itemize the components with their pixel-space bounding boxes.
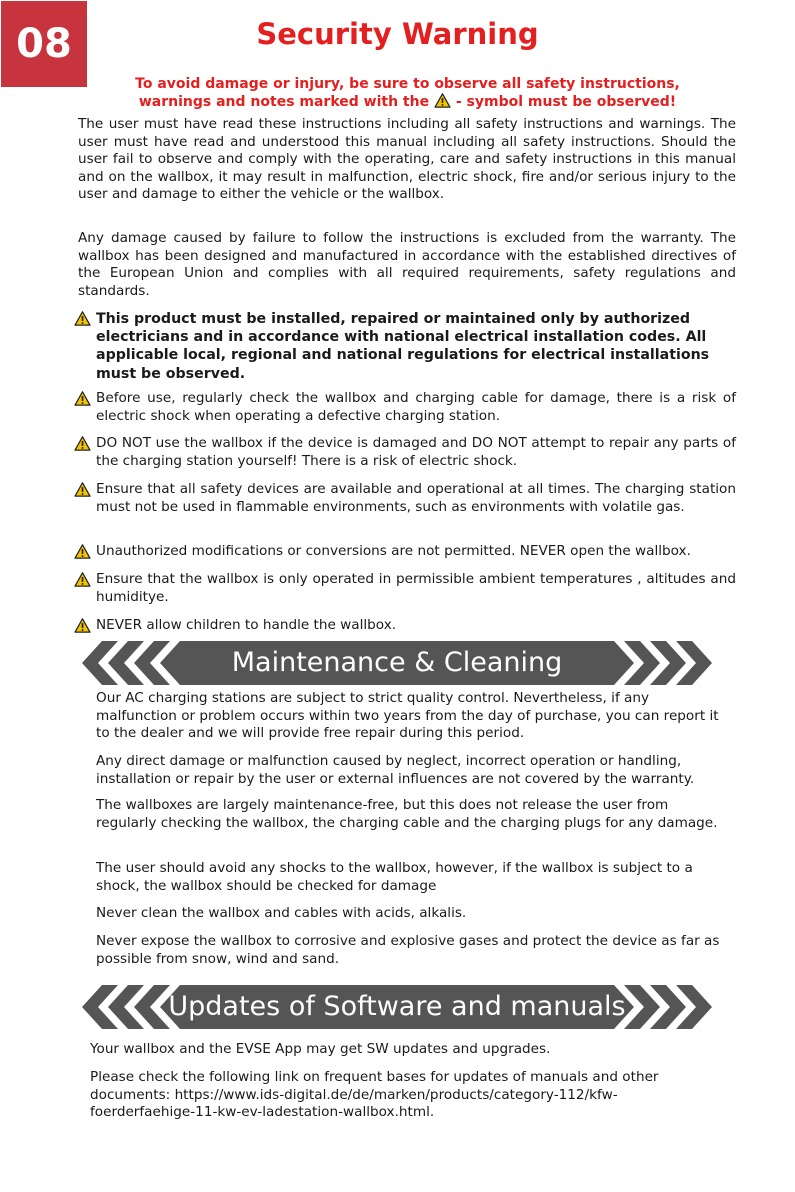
maintenance-paragraph: Never expose the wallbox to corrosive and explosive gases and protect the device as far as possible from snow, wind and sand. xyxy=(96,933,720,967)
maintenance-paragraph: Any direct damage or malfunction caused by neglect, incorrect operation or handling, installation or repair by the user or external influences are not covered by the warranty. xyxy=(96,753,695,787)
updates-heading: Updates of Software and manuals xyxy=(168,991,626,1022)
warning-item xyxy=(74,435,736,470)
warning-text: This product must be installed, repaired or maintained only by authorized electricians and in accordance with national electrical installation codes. All applicable local, regional and national regulations for electrical installations must be observed. xyxy=(96,311,710,382)
maintenance-heading: Maintenance & Cleaning xyxy=(231,647,563,678)
updates-banner xyxy=(82,985,712,1029)
warning-text: DO NOT use the wallbox if the device is damaged and DO NOT attempt to repair any parts of the charging station yourself! There is a risk of electric shock. xyxy=(96,435,736,469)
warning-text: Unauthorized modifications or conversions are not permitted. NEVER open the wallbox. xyxy=(96,543,691,559)
warning-item xyxy=(74,481,736,516)
warning-triangle-icon xyxy=(74,391,91,406)
warning-triangle-icon xyxy=(74,618,91,633)
warning-item xyxy=(74,617,736,635)
warning-triangle-icon xyxy=(74,544,91,559)
warning-text: Before use, regularly check the wallbox and charging cable for damage, there is a risk of electric shock when operating a defective charging station. xyxy=(96,390,736,424)
warning-text: NEVER allow children to handle the wallbox. xyxy=(96,617,397,633)
warning-item xyxy=(74,571,736,606)
warranty-paragraph: Any damage caused by failure to follow the instructions is excluded from the warranty. The wallbox has been designed and manufactured in accordance with the established directives of the European Union and complies with all required requirements, safety regulations and standards. xyxy=(78,230,736,299)
page-title: Security Warning xyxy=(256,17,539,51)
maintenance-paragraph: Never clean the wallbox and cables with acids, alkalis. xyxy=(96,905,467,921)
safety-intro xyxy=(80,75,735,111)
updates-paragraph: Your wallbox and the EVSE App may get SW updates and upgrades. xyxy=(90,1041,551,1057)
maintenance-paragraph: The wallboxes are largely maintenance-free, but this does not release the user from regularly checking the wallbox, the charging cable and the charging plugs for any damage. xyxy=(96,797,718,831)
warning-item xyxy=(74,543,736,561)
page-number: 08 xyxy=(16,21,72,67)
intro-line-2-end: - symbol must be observed! xyxy=(455,94,677,110)
intro-line-2 xyxy=(80,93,735,111)
warning-text: Ensure that the wallbox is only operated in permissible ambient temperatures , altitudes and humiditye. xyxy=(96,571,736,605)
intro-paragraph: The user must have read these instructions including all safety instructions and warnings. The user must have read and understood this manual including all safety instructions. Should the user fail to observe and comply with the operating, care and safety instructions in this manual and on the wallbox, it may result in malfunction, electric shock, fire and/or serious injury to the user and damage to either the vehicle or the wallbox. xyxy=(78,116,736,203)
warning-item xyxy=(74,310,736,383)
warning-triangle-icon xyxy=(74,311,91,326)
maintenance-paragraph: The user should avoid any shocks to the wallbox, however, if the wallbox is subject to a shock, the wallbox should be checked for damage xyxy=(96,860,693,894)
updates-paragraph: Please check the following link on frequent bases for updates of manuals and other documents: https://www.ids-digital.de/de/marken/products/category-112/kfw-foerderfaehige-11-kw-ev-ladestation-wallbox.html. xyxy=(90,1069,659,1121)
maintenance-banner xyxy=(82,641,712,685)
warning-item xyxy=(74,390,736,425)
intro-line-1: To avoid damage or injury, be sure to observe all safety instructions, xyxy=(135,76,680,92)
warning-triangle-icon xyxy=(434,93,451,108)
warning-triangle-icon xyxy=(74,436,91,451)
warning-triangle-icon xyxy=(74,572,91,587)
intro-line-2-start: warnings and notes marked with the xyxy=(138,94,430,110)
warning-text: Ensure that all safety devices are available and operational at all times. The charging station must not be used in flammable environments, such as environments with volatile gas. xyxy=(96,481,736,515)
warning-triangle-icon xyxy=(74,482,91,497)
maintenance-paragraph: Our AC charging stations are subject to strict quality control. Nevertheless, if any malfunction or problem occurs within two years from the day of purchase, you can report it to the dealer and we will provide free repair during this period. xyxy=(96,690,719,742)
